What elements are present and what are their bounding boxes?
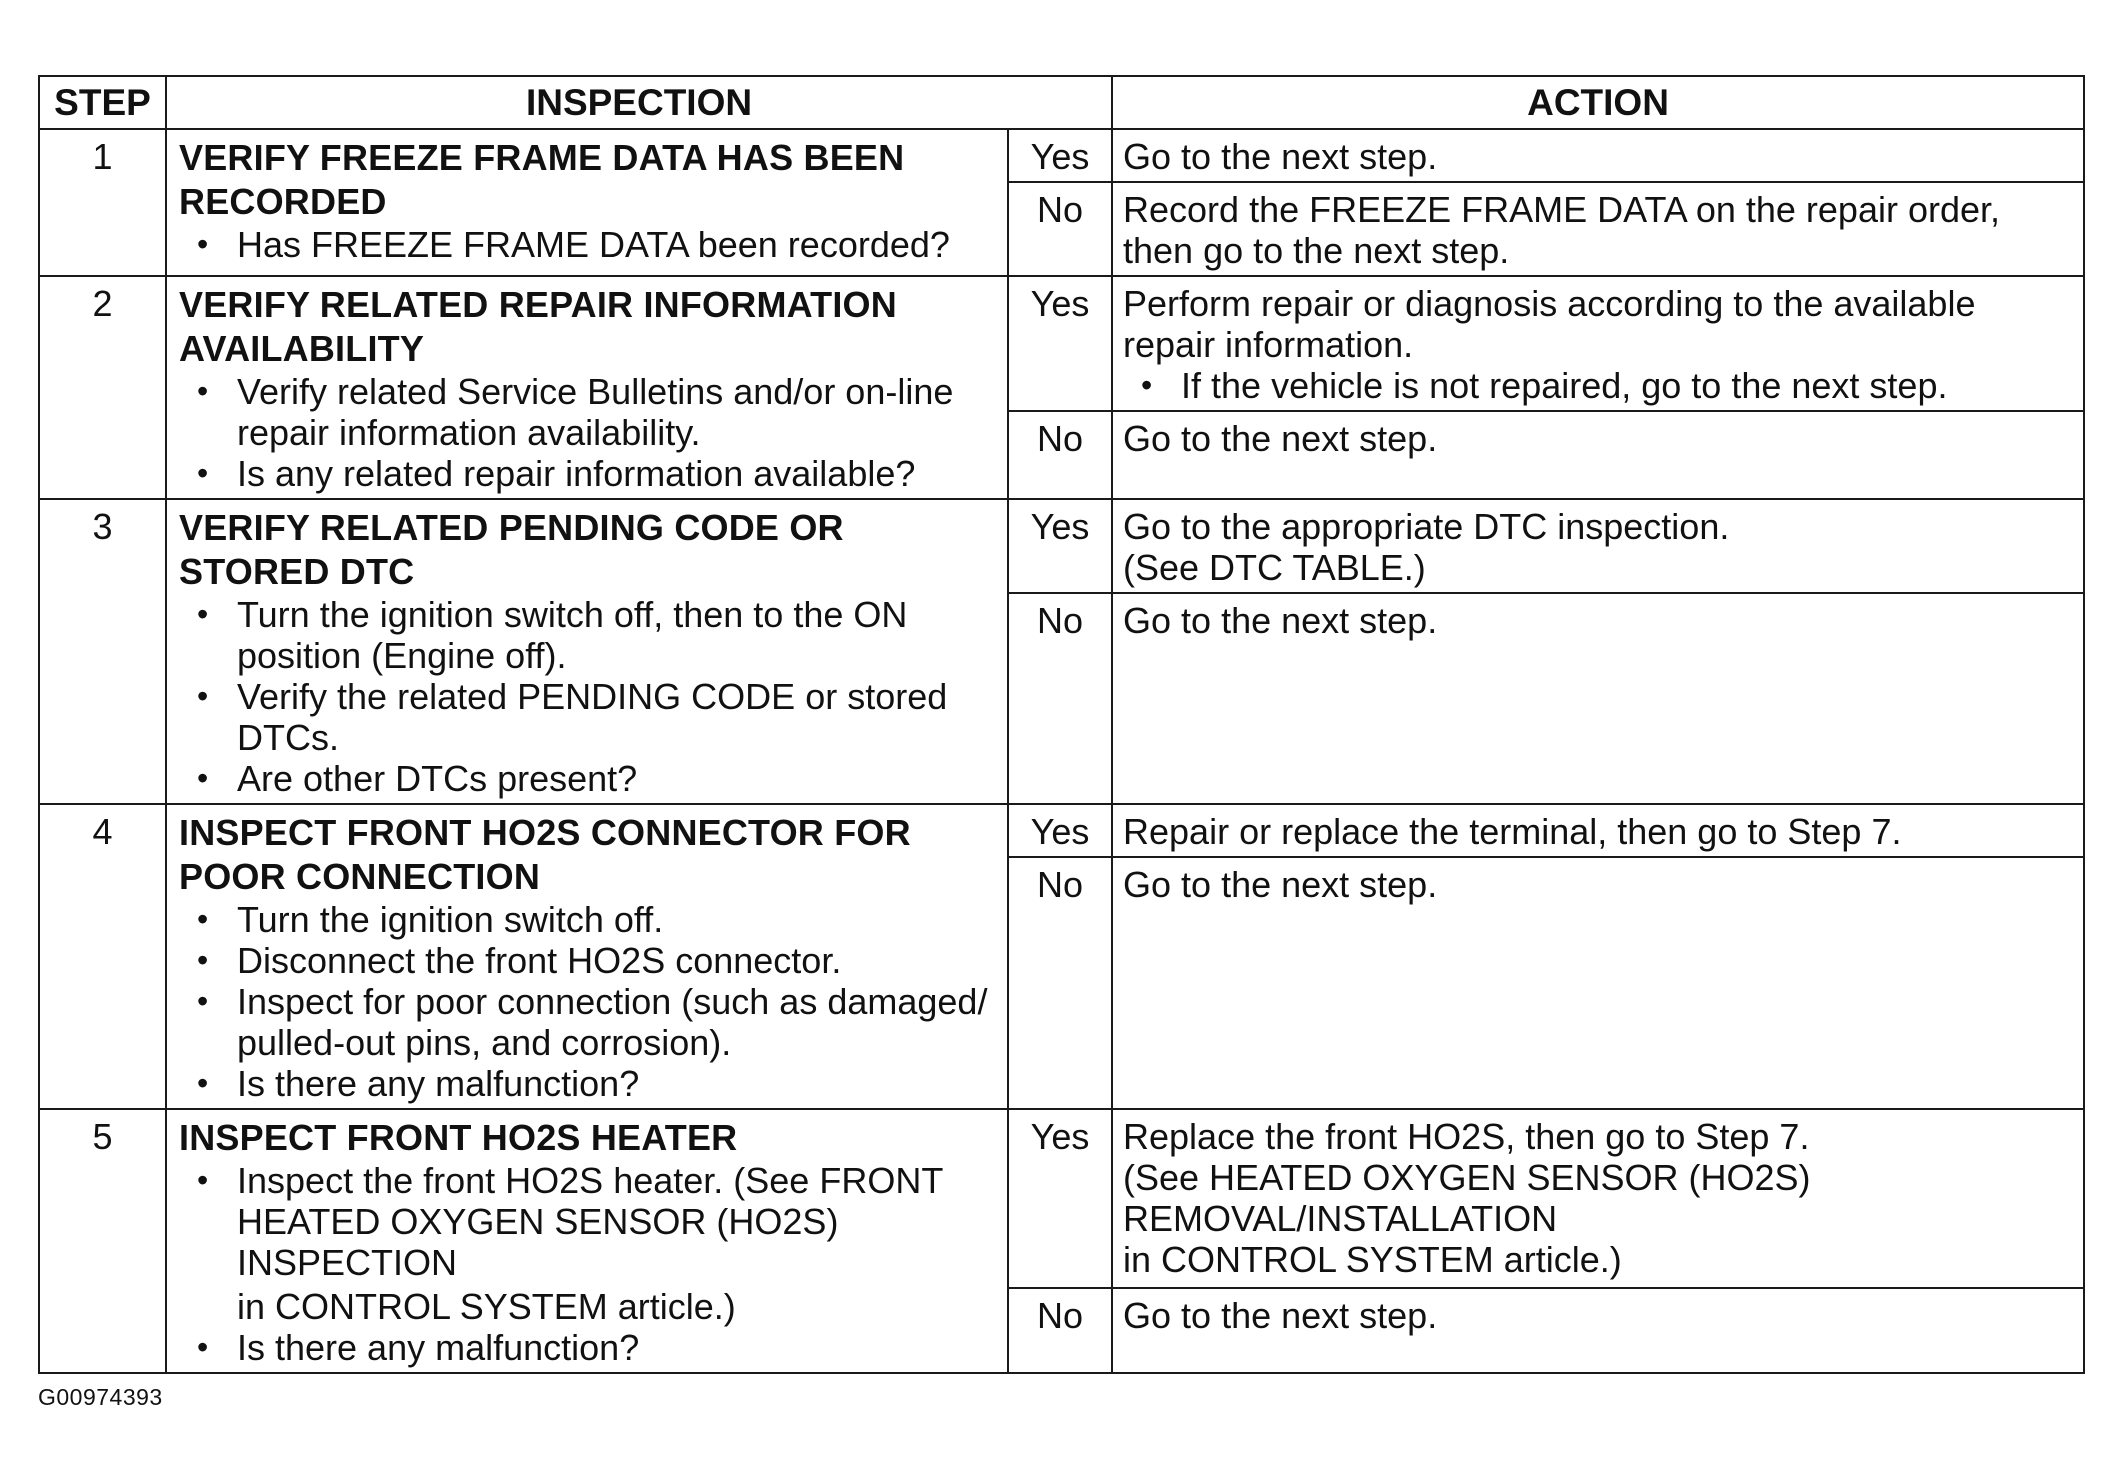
title-line: INSPECT FRONT HO2S HEATER — [179, 1117, 738, 1158]
action-line: Replace the front HO2S, then go to Step 7. — [1123, 1116, 1810, 1157]
inspection-title — [179, 136, 999, 224]
yes-action — [1112, 804, 2084, 857]
action-line: Go to the next step. — [1123, 136, 1438, 177]
action-line: Go to the next step. — [1123, 1294, 1438, 1336]
figure-id: G00974393 — [38, 1384, 163, 1410]
header-step: STEP — [39, 76, 166, 129]
no-action — [1112, 1288, 2084, 1373]
inspection-bullet: • Verify related Service Bulletins and/or on-line repair information availability. — [179, 371, 999, 453]
title-line: RECORDED — [179, 181, 387, 222]
action-line: Go to the appropriate DTC inspection. — [1123, 506, 1730, 547]
inspection-cell — [166, 804, 1008, 1109]
yes-action — [1112, 499, 2084, 593]
inspection-bullets — [179, 1160, 999, 1368]
table-row — [39, 804, 2084, 857]
inspection-bullet: • Inspect for poor connection (such as damaged/ pulled-out pins, and corrosion). — [179, 981, 999, 1063]
title-line: INSPECT FRONT HO2S CONNECTOR FOR — [179, 812, 911, 853]
title-line: VERIFY RELATED REPAIR INFORMATION — [179, 284, 897, 325]
inspection-bullet: • Has FREEZE FRAME DATA been recorded? — [179, 224, 999, 265]
inspection-bullets — [179, 899, 999, 1104]
no-label: No — [1008, 411, 1112, 499]
action-line: Go to the next step. — [1123, 864, 1438, 906]
no-label: No — [1008, 857, 1112, 1109]
step-number: 3 — [39, 499, 166, 804]
inspection-title — [179, 811, 999, 899]
no-label: No — [1008, 593, 1112, 804]
title-line: POOR CONNECTION — [179, 856, 541, 897]
bullet-text: Inspect the front HO2S heater. (See FRONT HEATED OXYGEN SENSOR (HO2S) INSPECTION — [237, 1160, 943, 1283]
no-label: No — [1008, 1288, 1112, 1373]
action-line: (See DTC TABLE.) — [1123, 547, 1426, 588]
yes-label: Yes — [1008, 1109, 1112, 1288]
inspection-bullets — [179, 594, 999, 799]
action-line: Record the FREEZE FRAME DATA on the repair order, — [1123, 189, 2001, 230]
title-line: VERIFY FREEZE FRAME DATA HAS BEEN — [179, 137, 905, 178]
step-number: 1 — [39, 129, 166, 276]
step-number: 5 — [39, 1109, 166, 1373]
step-number: 4 — [39, 804, 166, 1109]
yes-label: Yes — [1008, 129, 1112, 182]
yes-label: Yes — [1008, 804, 1112, 857]
inspection-bullet: • Disconnect the front HO2S connector. — [179, 940, 999, 981]
inspection-title — [179, 1116, 999, 1160]
action-line: Perform repair or diagnosis according to the available — [1123, 283, 1976, 324]
inspection-title — [179, 506, 999, 594]
inspection-bullet: • Is there any malfunction? — [179, 1327, 999, 1368]
action-line: REMOVAL/INSTALLATION — [1123, 1198, 1558, 1239]
inspection-cell — [166, 1109, 1008, 1373]
table-row — [39, 1109, 2084, 1288]
inspection-cell — [166, 499, 1008, 804]
inspection-bullet: • Turn the ignition switch off. — [179, 899, 999, 940]
action-bullet: • If the vehicle is not repaired, go to the next step. — [1123, 365, 2075, 406]
action-line: in CONTROL SYSTEM article.) — [1123, 1239, 1622, 1280]
no-action — [1112, 593, 2084, 804]
inspection-bullet — [179, 1160, 999, 1327]
title-line: VERIFY RELATED PENDING CODE OR — [179, 507, 844, 548]
yes-action — [1112, 276, 2084, 411]
no-action — [1112, 182, 2084, 276]
inspection-cell — [166, 276, 1008, 499]
header-inspection: INSPECTION — [166, 76, 1112, 129]
no-label: No — [1008, 182, 1112, 276]
header-action: ACTION — [1112, 76, 2084, 129]
yes-action — [1112, 129, 2084, 182]
yes-label: Yes — [1008, 276, 1112, 411]
table-row — [39, 499, 2084, 593]
inspection-bullet: • Verify the related PENDING CODE or stored DTCs. — [179, 676, 999, 758]
table-row — [39, 276, 2084, 411]
action-line: then go to the next step. — [1123, 230, 1510, 271]
inspection-bullets — [179, 371, 999, 494]
bullet-text: in CONTROL SYSTEM article.) — [237, 1286, 736, 1327]
inspection-bullet: • Is any related repair information available? — [179, 453, 999, 494]
step-number: 2 — [39, 276, 166, 499]
yes-label: Yes — [1008, 499, 1112, 593]
yes-action — [1112, 1109, 2084, 1288]
diagnostic-table — [38, 75, 2085, 1374]
inspection-bullet: • Turn the ignition switch off, then to the ON position (Engine off). — [179, 594, 999, 676]
header-row — [39, 76, 2084, 129]
inspection-title — [179, 283, 999, 371]
inspection-cell — [166, 129, 1008, 276]
inspection-bullet: • Is there any malfunction? — [179, 1063, 999, 1104]
no-action — [1112, 411, 2084, 499]
action-bullets — [1123, 365, 2075, 406]
no-action — [1112, 857, 2084, 1109]
action-line: (See HEATED OXYGEN SENSOR (HO2S) — [1123, 1157, 1811, 1198]
title-line: AVAILABILITY — [179, 328, 425, 369]
table-row — [39, 129, 2084, 182]
action-line: Go to the next step. — [1123, 600, 1438, 642]
inspection-bullets — [179, 224, 999, 265]
action-line: repair information. — [1123, 324, 1414, 365]
inspection-bullet: • Are other DTCs present? — [179, 758, 999, 799]
title-line: STORED DTC — [179, 551, 415, 592]
action-line: Go to the next step. — [1123, 418, 1438, 459]
action-line: Repair or replace the terminal, then go to Step 7. — [1123, 811, 1902, 852]
